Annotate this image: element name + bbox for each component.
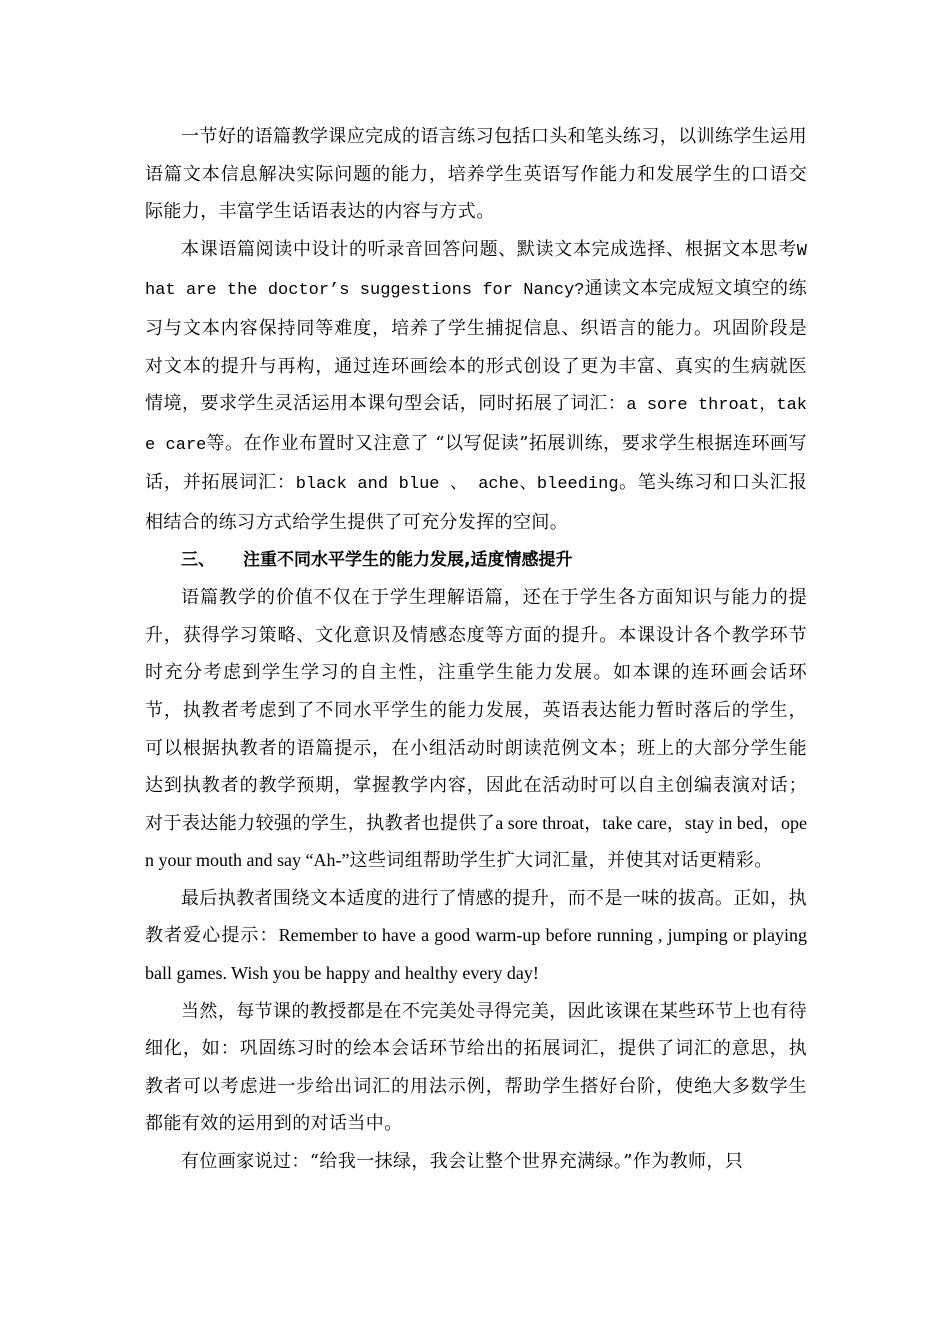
p4-text-a: 最后执教者围绕文本适度的进行了情感的提升，而不是一味的拔高。正如，执教者爱心提示：: [145, 887, 807, 947]
section-number: 三、: [181, 549, 215, 570]
p2-text-c: 通读文本完成短文填空的练习与文本内容保持同等难度，培养了学生捕捉信息、织语言的能力。巩固阶段是对文本的提升与再构，通过连环画绘本的形式创设了更为丰富、真实的生病就医情境，要求学生灵活运用本课句型会话，同时拓展了词汇：: [145, 278, 807, 415]
p3-english-phrases: a sore throat，take care，stay in bed，open your mouth and say “Ah-”: [145, 812, 807, 871]
paragraph-student-levels: [145, 579, 807, 880]
p2-text-e: 等。在作业布置时又注意了 “以写促读”拓展训练，要求学生根据连环画写话，并拓展词汇：: [145, 432, 807, 494]
p2-vocab-2: black and blue 、 ache、bleeding: [295, 475, 619, 495]
p2-vocab-1: a sore throat，take care: [145, 396, 807, 455]
p3-text-a: 语篇教学的价值不仅在于学生理解语篇，还在于学生各方面知识与能力的提升，获得学习策略、文化意识及情感态度等方面的提升。本课设计各个教学环节时充分考虑到学生学习的自主性，注重学生能力发展。如本课的连环画会话环节，执教者考虑到了不同水平学生的能力发展，英语表达能力暂时落后的学生，可以根据执教者的语篇提示，在小组活动时朗读范例文本；班上的大部分学生能达到执教者的教学预期，掌握教学内容，因此在活动时可以自主创编表演对话；对于表达能力较强的学生，执教者也提供了: [145, 587, 807, 834]
section-title: 注重不同水平学生的能力发展,适度情感提升: [243, 549, 573, 570]
section-heading: [145, 542, 807, 580]
p2-text-a: 本课语篇阅读中设计的听录音回答问题、默读文本完成选择、根据文本思考: [181, 238, 797, 260]
p2-text-g: 。笔头练习和口头汇报相结合的练习方式给学生提供了可充分发挥的空间。: [145, 472, 808, 533]
paragraph-improvement: 当然，每节课的教授都是在不完美处寻得完美，因此该课在某些环节上也有待细化，如：巩固练习时的绘本会话环节给出的拓展词汇，提供了词汇的意思，执教者可以考虑进一步给出词汇的用法示例，帮助学生搭好台阶，使绝大多数学生都能有效的运用到的对话当中。: [145, 1000, 807, 1135]
p2-question-text: What are the doctor’s suggestions for Nancy?: [145, 241, 807, 301]
p4-english-quote: Remember to have a good warm-up before running , jumping or playing ball games. Wish you be happy and healthy every day!: [145, 925, 807, 984]
paragraph-language-practice: 一节好的语篇教学课应完成的语言练习包括口头和笔头练习，以训练学生运用语篇文本信息解决实际问题的能力，培养学生英语写作能力和发展学生的口语交际能力，丰富学生话语表达的内容与方式。: [145, 126, 807, 223]
paragraph-painter-quote: 有位画家说过：“给我一抹绿，我会让整个世界充满绿。”作为教师，只: [181, 1151, 744, 1173]
paragraph-emotion: [145, 880, 807, 993]
p3-text-c: 这些词组帮助学生扩大词汇量，并使其对话更精彩。: [349, 850, 773, 872]
document-page: [145, 118, 807, 1181]
paragraph-lesson-activities: [145, 231, 807, 542]
